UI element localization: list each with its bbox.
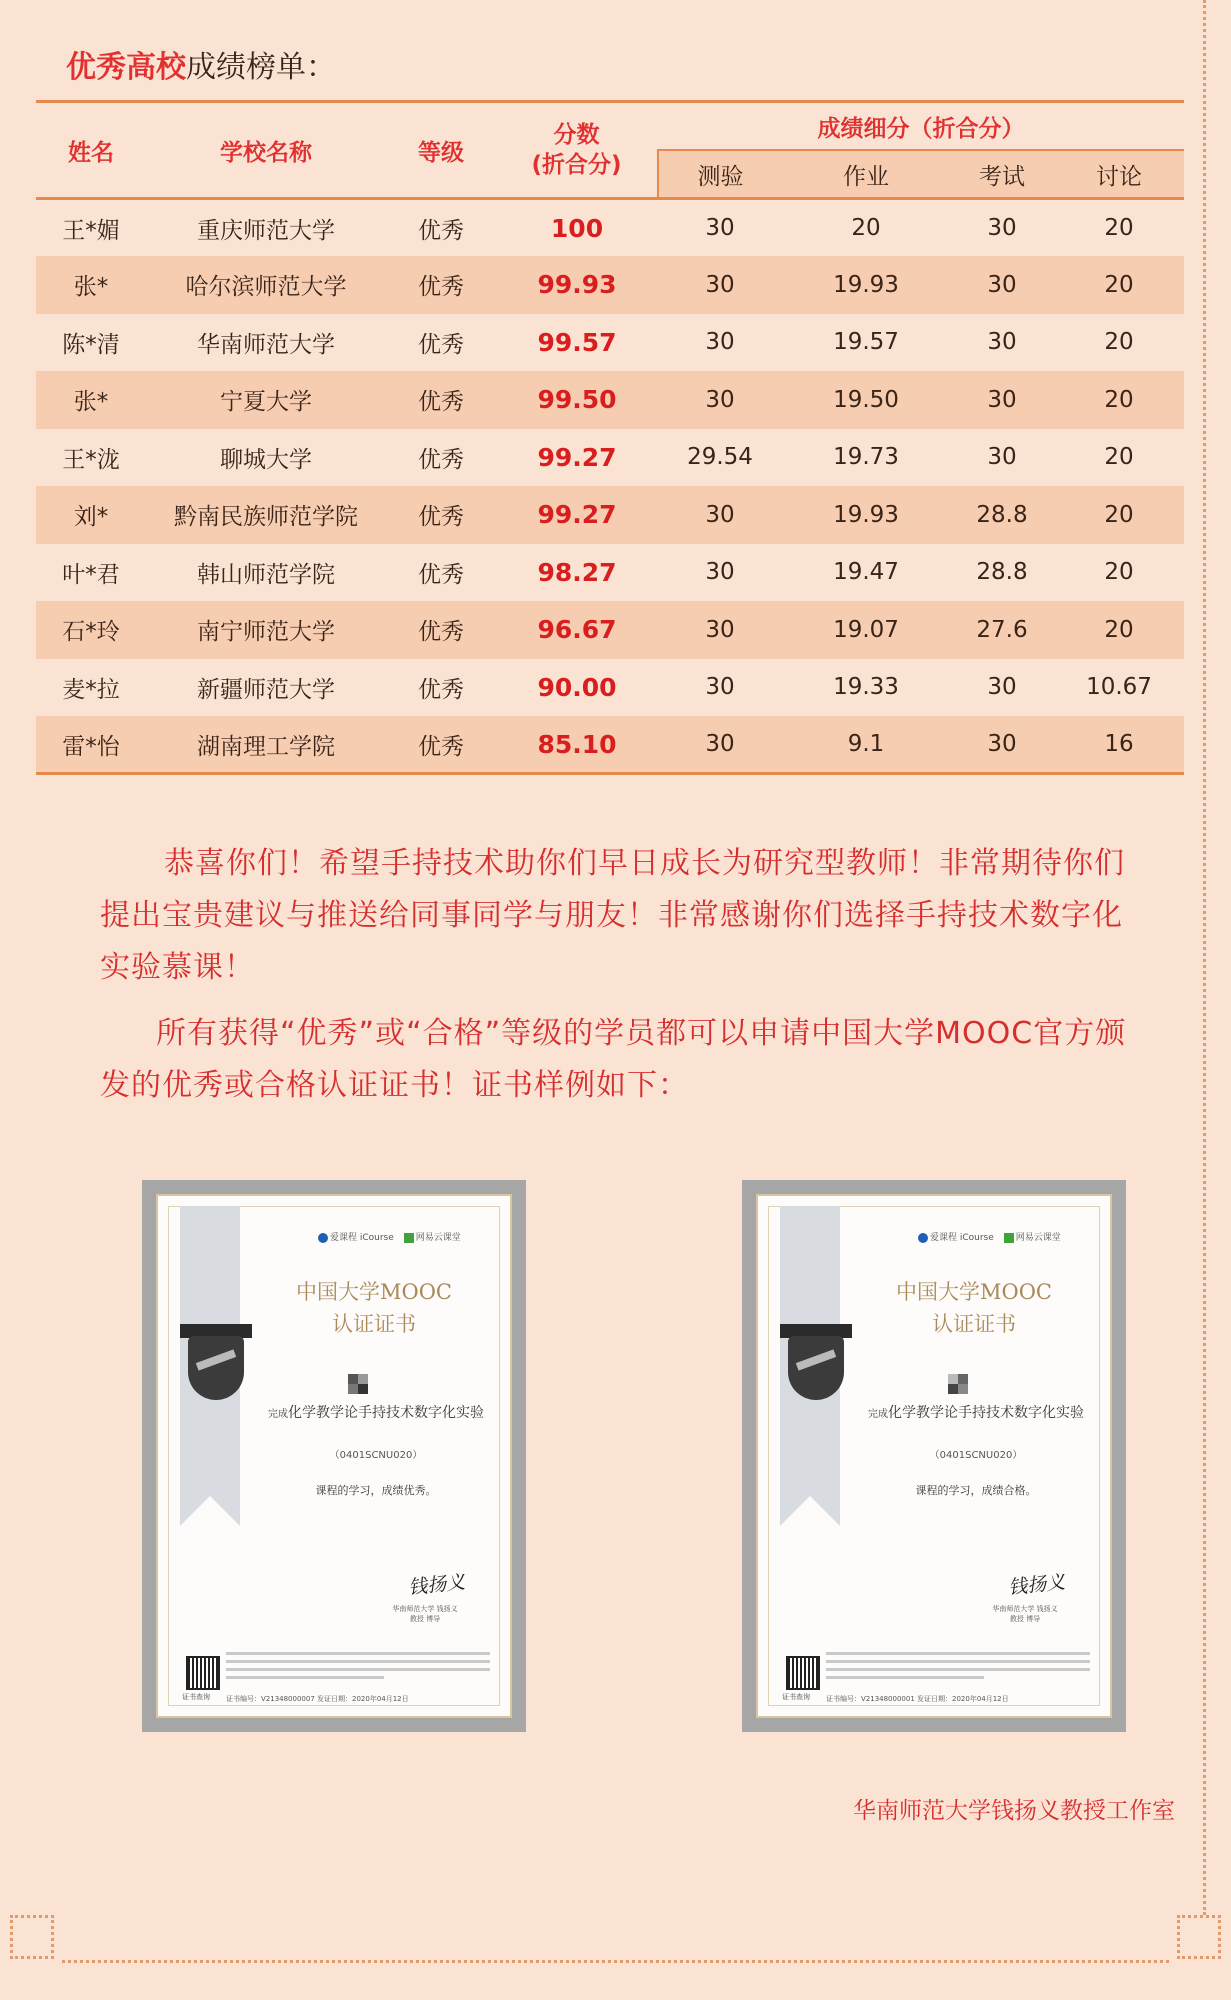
certificate-title-line2: 认证证书 bbox=[332, 1312, 416, 1336]
header-homework: 作业 bbox=[782, 150, 950, 199]
corner-ornament-right bbox=[1177, 1915, 1221, 1959]
cell-school: 湖南理工学院 bbox=[146, 716, 386, 774]
signature: 钱扬义 bbox=[1007, 1571, 1067, 1599]
cell-score: 98.27 bbox=[537, 557, 617, 587]
cell-exam: 30 bbox=[987, 271, 1017, 298]
cell-exam: 30 bbox=[950, 716, 1054, 774]
page-border-right bbox=[1203, 0, 1206, 1915]
cell-homework: 19.33 bbox=[833, 674, 899, 701]
cell-homework: 19.07 bbox=[833, 616, 899, 643]
cell-school: 华南师范大学 bbox=[197, 331, 335, 358]
certificate-course bbox=[254, 1404, 498, 1424]
score-table bbox=[36, 100, 1184, 775]
certificate-course-name: 化学教学论手持技术数字化实验 bbox=[288, 1405, 484, 1421]
studio-signature: 华南师范大学钱扬义教授工作室 bbox=[853, 1798, 1175, 1824]
cell-homework: 19.50 bbox=[833, 386, 899, 413]
certificate-title-line1: 中国大学MOOC bbox=[295, 1280, 452, 1304]
cell-quiz: 30 bbox=[705, 674, 735, 701]
cell-discussion: 20 bbox=[1104, 271, 1134, 298]
cell-level: 优秀 bbox=[418, 389, 464, 416]
certificate-paragraph: 所有获得“优秀”或“合格”等级的学员都可以申请中国大学MOOC官方颁发的优秀或合格认证证书！证书样例如下： bbox=[100, 1016, 1127, 1103]
cell-homework: 19.57 bbox=[833, 329, 899, 356]
certificate-prefix: 完成 bbox=[268, 1409, 288, 1420]
cell-quiz: 30 bbox=[705, 215, 735, 241]
cell-quiz: 30 bbox=[705, 271, 735, 298]
certificate-fine-print bbox=[226, 1652, 490, 1684]
certificate-title bbox=[248, 1276, 500, 1340]
cell-school: 黔南民族师范学院 bbox=[174, 504, 358, 531]
cell-score: 99.57 bbox=[537, 327, 617, 357]
certificate-id: 证书编号：V21348000001 发证日期：2020年04月12日 bbox=[826, 1695, 1009, 1703]
cell-score: 85.10 bbox=[496, 716, 658, 774]
qr-label: 证书查询 bbox=[782, 1693, 810, 1701]
certificate-id: 证书编号：V21348000007 发证日期：2020年04月12日 bbox=[226, 1695, 409, 1703]
cell-school: 南宁师范大学 bbox=[197, 619, 335, 646]
certificate-course-name: 化学教学论手持技术数字化实验 bbox=[888, 1405, 1084, 1421]
cell-quiz: 30 bbox=[658, 716, 782, 774]
cell-level: 优秀 bbox=[418, 676, 464, 703]
cell-school: 重庆师范大学 bbox=[197, 217, 335, 244]
cell-level: 优秀 bbox=[386, 716, 496, 774]
table-row bbox=[36, 199, 1184, 257]
cell-score: 90.00 bbox=[537, 672, 617, 702]
qr-code-icon bbox=[786, 1656, 820, 1690]
table-row bbox=[36, 601, 1184, 659]
table-row bbox=[36, 544, 1184, 602]
cell-discussion: 20 bbox=[1104, 215, 1134, 241]
cell-school: 聊城大学 bbox=[220, 446, 312, 473]
cell-discussion: 20 bbox=[1104, 329, 1134, 356]
certificate-code: （0401SCNU020） bbox=[329, 1450, 423, 1461]
certificate-paper bbox=[756, 1194, 1112, 1718]
header-exam: 考试 bbox=[950, 150, 1054, 199]
table-row bbox=[36, 659, 1184, 717]
table-row bbox=[36, 429, 1184, 487]
cloud-class-logo-icon bbox=[1004, 1233, 1014, 1243]
cell-exam: 30 bbox=[987, 674, 1017, 701]
certificate-logos bbox=[318, 1230, 461, 1243]
cell-school: 新疆师范大学 bbox=[197, 676, 335, 703]
cell-school: 韩山师范学院 bbox=[197, 561, 335, 588]
cell-score: 99.50 bbox=[537, 385, 617, 415]
cell-exam: 27.6 bbox=[976, 616, 1028, 643]
section-title bbox=[66, 42, 336, 86]
table-row bbox=[36, 486, 1184, 544]
cell-name: 张* bbox=[73, 274, 109, 301]
certificate-result: 课程的学习，成绩优秀。 bbox=[315, 1484, 437, 1497]
cell-school: 宁夏大学 bbox=[220, 389, 312, 416]
name-mosaic bbox=[348, 1374, 378, 1394]
cell-score: 99.93 bbox=[537, 270, 617, 300]
logo2-text: 网易云课堂 bbox=[1015, 1233, 1061, 1243]
cell-name: 王*泷 bbox=[62, 446, 120, 473]
header-level: 等级 bbox=[386, 102, 496, 199]
certificate-paper bbox=[156, 1194, 512, 1718]
cell-homework: 19.93 bbox=[833, 271, 899, 298]
cell-discussion: 20 bbox=[1104, 501, 1134, 528]
cell-quiz: 30 bbox=[705, 386, 735, 413]
cell-discussion: 20 bbox=[1104, 559, 1134, 586]
cell-level: 优秀 bbox=[418, 504, 464, 531]
table-row bbox=[36, 371, 1184, 429]
cell-score: 99.27 bbox=[537, 500, 617, 530]
header-breakdown: 成绩细分（折合分） bbox=[658, 102, 1184, 151]
certificate-prefix: 完成 bbox=[868, 1409, 888, 1420]
cell-quiz: 30 bbox=[705, 616, 735, 643]
cell-name: 王*媚 bbox=[62, 217, 120, 244]
cell-quiz: 29.54 bbox=[687, 444, 753, 471]
cell-exam: 28.8 bbox=[976, 559, 1028, 586]
cell-discussion: 10.67 bbox=[1086, 674, 1152, 701]
certificate-fine-print bbox=[826, 1652, 1090, 1684]
cell-level: 优秀 bbox=[418, 331, 464, 358]
cell-homework: 20 bbox=[851, 215, 881, 241]
cell-name: 张* bbox=[73, 389, 109, 416]
header-quiz: 测验 bbox=[658, 150, 782, 199]
logo1-text: 爱课程 iCourse bbox=[930, 1233, 994, 1243]
section-title-highlight: 优秀高校 bbox=[66, 50, 186, 85]
header-name: 姓名 bbox=[36, 102, 146, 199]
header-score bbox=[496, 102, 658, 199]
certificate-sample-pass bbox=[742, 1180, 1126, 1732]
signature-subtitle: 华南师范大学 钱扬义 教授 博导 bbox=[992, 1605, 1058, 1623]
signature-subtitle: 华南师范大学 钱扬义 教授 博导 bbox=[392, 1605, 458, 1623]
cell-discussion: 20 bbox=[1104, 386, 1134, 413]
cell-homework: 9.1 bbox=[782, 716, 950, 774]
cell-name: 叶*君 bbox=[62, 561, 120, 588]
header-discussion: 讨论 bbox=[1054, 150, 1184, 199]
header-score-sub: (折合分) bbox=[531, 152, 622, 178]
cell-level: 优秀 bbox=[418, 619, 464, 646]
cloud-class-logo-icon bbox=[404, 1233, 414, 1243]
section-title-rest: 成绩榜单： bbox=[186, 50, 336, 85]
cell-name: 石*玲 bbox=[62, 619, 120, 646]
table-row bbox=[36, 314, 1184, 372]
table-row bbox=[36, 256, 1184, 314]
cell-school: 哈尔滨师范大学 bbox=[185, 274, 347, 301]
page-border-bottom bbox=[62, 1960, 1169, 1963]
cell-quiz: 30 bbox=[705, 501, 735, 528]
cell-level: 优秀 bbox=[418, 561, 464, 588]
cell-discussion: 16 bbox=[1054, 716, 1184, 774]
cell-exam: 30 bbox=[987, 386, 1017, 413]
cell-name: 陈*清 bbox=[62, 331, 120, 358]
congrats-paragraph: 恭喜你们！希望手持技术助你们早日成长为研究型教师！非常期待你们提出宝贵建议与推送给同事同学与朋友！非常感谢你们选择手持技术数字化实验慕课！ bbox=[100, 846, 1125, 985]
cell-discussion: 20 bbox=[1104, 444, 1134, 471]
logo2-text: 网易云课堂 bbox=[415, 1233, 461, 1243]
cell-exam: 30 bbox=[987, 444, 1017, 471]
cell-level: 优秀 bbox=[418, 446, 464, 473]
table-row bbox=[36, 716, 1184, 774]
cell-level: 优秀 bbox=[418, 217, 464, 244]
cell-quiz: 30 bbox=[705, 329, 735, 356]
cell-homework: 19.93 bbox=[833, 501, 899, 528]
cell-homework: 19.47 bbox=[833, 559, 899, 586]
logo1-text: 爱课程 iCourse bbox=[330, 1233, 394, 1243]
cell-exam: 30 bbox=[987, 215, 1017, 241]
corner-ornament-left bbox=[10, 1915, 54, 1959]
cell-level: 优秀 bbox=[418, 274, 464, 301]
cell-score: 100 bbox=[550, 213, 604, 243]
school-crest-icon bbox=[788, 1336, 844, 1400]
cell-name: 麦*拉 bbox=[62, 676, 120, 703]
icourse-logo-icon bbox=[318, 1233, 328, 1243]
cell-name: 刘* bbox=[73, 504, 109, 531]
header-school: 学校名称 bbox=[146, 102, 386, 199]
certificate-code: （0401SCNU020） bbox=[929, 1450, 1023, 1461]
signature: 钱扬义 bbox=[407, 1571, 467, 1599]
certificate-result: 课程的学习，成绩合格。 bbox=[915, 1484, 1037, 1497]
cell-score: 96.67 bbox=[537, 615, 617, 645]
cell-exam: 28.8 bbox=[976, 501, 1028, 528]
certificate-title-line2: 认证证书 bbox=[932, 1312, 1016, 1336]
qr-label: 证书查询 bbox=[182, 1693, 210, 1701]
certificate-title-line1: 中国大学MOOC bbox=[895, 1280, 1052, 1304]
cell-homework: 19.73 bbox=[833, 444, 899, 471]
qr-code-icon bbox=[186, 1656, 220, 1690]
cell-score: 99.27 bbox=[537, 442, 617, 472]
cell-quiz: 30 bbox=[705, 559, 735, 586]
certificate-course bbox=[854, 1404, 1098, 1424]
certificate-sample-excellent bbox=[142, 1180, 526, 1732]
school-crest-icon bbox=[188, 1336, 244, 1400]
cell-name: 雷*怡 bbox=[36, 716, 146, 774]
icourse-logo-icon bbox=[918, 1233, 928, 1243]
cell-discussion: 20 bbox=[1104, 616, 1134, 643]
cell-exam: 30 bbox=[987, 329, 1017, 356]
certificate-logos bbox=[918, 1230, 1061, 1243]
certificate-title bbox=[848, 1276, 1100, 1340]
header-score-label: 分数 bbox=[553, 122, 600, 148]
name-mosaic bbox=[948, 1374, 978, 1394]
